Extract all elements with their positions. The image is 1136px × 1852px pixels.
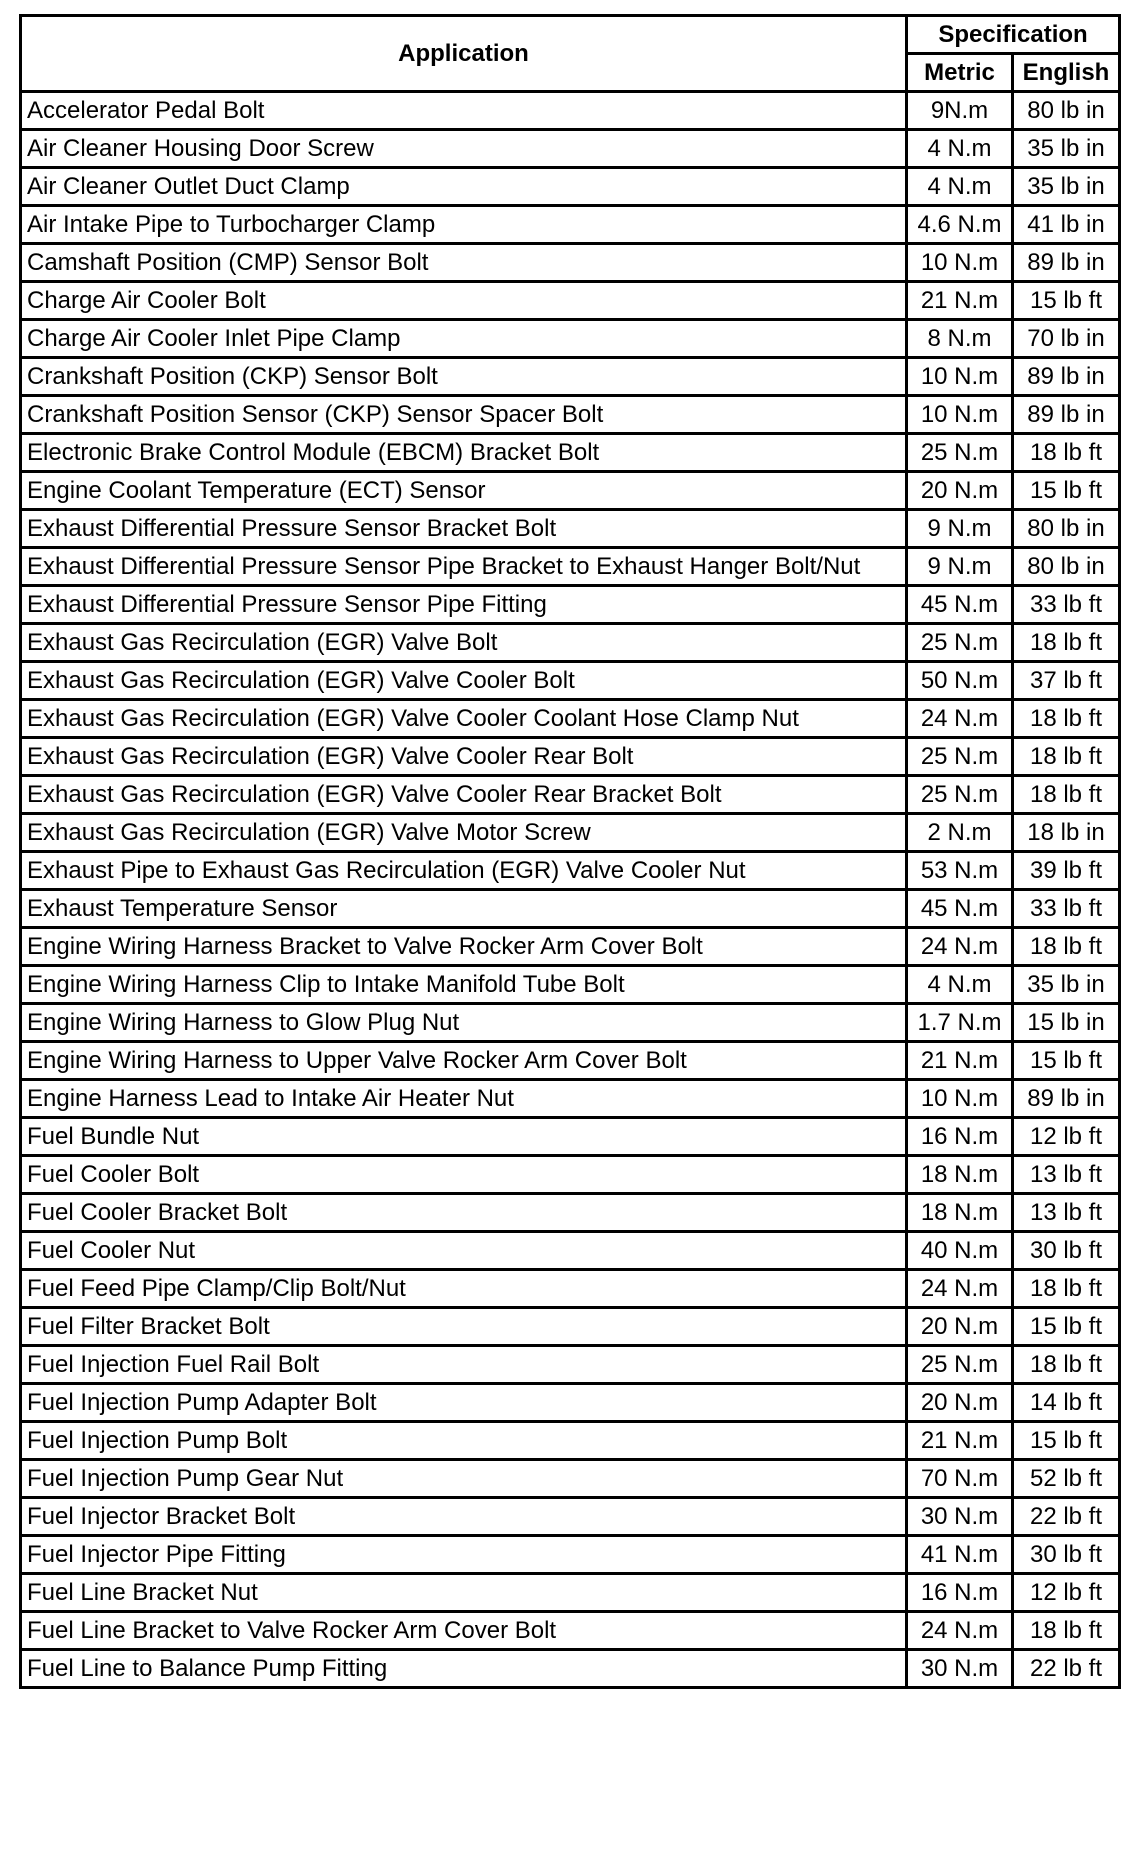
table-row bbox=[21, 320, 1120, 358]
cell-metric: 18 N.m bbox=[907, 1156, 1013, 1194]
table-row bbox=[21, 1384, 1120, 1422]
cell-english: 80 lb in bbox=[1013, 548, 1120, 586]
table-row bbox=[21, 206, 1120, 244]
cell-application: Fuel Cooler Bracket Bolt bbox=[21, 1194, 907, 1232]
column-header-metric: Metric bbox=[907, 54, 1013, 92]
cell-metric: 10 N.m bbox=[907, 396, 1013, 434]
cell-application: Electronic Brake Control Module (EBCM) Bracket Bolt bbox=[21, 434, 907, 472]
table-row bbox=[21, 890, 1120, 928]
cell-metric: 9N.m bbox=[907, 92, 1013, 130]
table-row bbox=[21, 1612, 1120, 1650]
cell-application: Fuel Injection Pump Adapter Bolt bbox=[21, 1384, 907, 1422]
cell-metric: 16 N.m bbox=[907, 1574, 1013, 1612]
table-row bbox=[21, 662, 1120, 700]
table-row bbox=[21, 1042, 1120, 1080]
cell-metric: 41 N.m bbox=[907, 1536, 1013, 1574]
cell-metric: 10 N.m bbox=[907, 358, 1013, 396]
table-row bbox=[21, 1118, 1120, 1156]
cell-application: Fuel Cooler Bolt bbox=[21, 1156, 907, 1194]
cell-english: 89 lb in bbox=[1013, 358, 1120, 396]
cell-metric: 25 N.m bbox=[907, 624, 1013, 662]
cell-english: 41 lb in bbox=[1013, 206, 1120, 244]
cell-application: Fuel Filter Bracket Bolt bbox=[21, 1308, 907, 1346]
cell-application: Exhaust Differential Pressure Sensor Pipe Bracket to Exhaust Hanger Bolt/Nut bbox=[21, 548, 907, 586]
cell-application: Crankshaft Position Sensor (CKP) Sensor Spacer Bolt bbox=[21, 396, 907, 434]
cell-metric: 4 N.m bbox=[907, 966, 1013, 1004]
cell-english: 30 lb ft bbox=[1013, 1536, 1120, 1574]
table-row bbox=[21, 130, 1120, 168]
cell-english: 18 lb ft bbox=[1013, 624, 1120, 662]
table-row bbox=[21, 1080, 1120, 1118]
table-row bbox=[21, 700, 1120, 738]
cell-metric: 2 N.m bbox=[907, 814, 1013, 852]
cell-application: Exhaust Differential Pressure Sensor Pipe Fitting bbox=[21, 586, 907, 624]
table-row bbox=[21, 244, 1120, 282]
cell-english: 18 lb ft bbox=[1013, 1346, 1120, 1384]
cell-metric: 4 N.m bbox=[907, 130, 1013, 168]
cell-metric: 70 N.m bbox=[907, 1460, 1013, 1498]
cell-metric: 50 N.m bbox=[907, 662, 1013, 700]
cell-application: Fuel Bundle Nut bbox=[21, 1118, 907, 1156]
cell-english: 30 lb ft bbox=[1013, 1232, 1120, 1270]
cell-english: 13 lb ft bbox=[1013, 1156, 1120, 1194]
cell-application: Fuel Injection Pump Bolt bbox=[21, 1422, 907, 1460]
table-row bbox=[21, 1194, 1120, 1232]
cell-english: 22 lb ft bbox=[1013, 1650, 1120, 1688]
cell-application: Exhaust Gas Recirculation (EGR) Valve Cooler Coolant Hose Clamp Nut bbox=[21, 700, 907, 738]
cell-english: 18 lb ft bbox=[1013, 700, 1120, 738]
cell-metric: 10 N.m bbox=[907, 1080, 1013, 1118]
cell-application: Exhaust Gas Recirculation (EGR) Valve Bolt bbox=[21, 624, 907, 662]
cell-metric: 20 N.m bbox=[907, 1384, 1013, 1422]
table-row bbox=[21, 1308, 1120, 1346]
table-row bbox=[21, 1460, 1120, 1498]
table-row bbox=[21, 510, 1120, 548]
cell-application: Exhaust Gas Recirculation (EGR) Valve Cooler Rear Bracket Bolt bbox=[21, 776, 907, 814]
table-row bbox=[21, 548, 1120, 586]
torque-spec-table bbox=[19, 14, 1121, 1689]
cell-application: Exhaust Gas Recirculation (EGR) Valve Motor Screw bbox=[21, 814, 907, 852]
cell-english: 18 lb ft bbox=[1013, 434, 1120, 472]
cell-metric: 4.6 N.m bbox=[907, 206, 1013, 244]
table-row bbox=[21, 1498, 1120, 1536]
cell-application: Accelerator Pedal Bolt bbox=[21, 92, 907, 130]
cell-metric: 25 N.m bbox=[907, 1346, 1013, 1384]
table-header bbox=[21, 16, 1120, 92]
cell-english: 18 lb ft bbox=[1013, 776, 1120, 814]
cell-english: 15 lb ft bbox=[1013, 472, 1120, 510]
cell-english: 14 lb ft bbox=[1013, 1384, 1120, 1422]
column-header-specification: Specification bbox=[907, 16, 1120, 54]
cell-metric: 9 N.m bbox=[907, 548, 1013, 586]
cell-english: 18 lb ft bbox=[1013, 1612, 1120, 1650]
table-row bbox=[21, 586, 1120, 624]
cell-application: Engine Wiring Harness to Glow Plug Nut bbox=[21, 1004, 907, 1042]
cell-english: 18 lb ft bbox=[1013, 738, 1120, 776]
cell-application: Fuel Injection Fuel Rail Bolt bbox=[21, 1346, 907, 1384]
table-row bbox=[21, 434, 1120, 472]
cell-english: 12 lb ft bbox=[1013, 1118, 1120, 1156]
table-row bbox=[21, 928, 1120, 966]
table-row bbox=[21, 358, 1120, 396]
cell-metric: 8 N.m bbox=[907, 320, 1013, 358]
cell-metric: 45 N.m bbox=[907, 890, 1013, 928]
cell-application: Air Cleaner Housing Door Screw bbox=[21, 130, 907, 168]
column-header-application: Application bbox=[21, 16, 907, 92]
cell-application: Air Intake Pipe to Turbocharger Clamp bbox=[21, 206, 907, 244]
table-row bbox=[21, 776, 1120, 814]
cell-english: 89 lb in bbox=[1013, 396, 1120, 434]
table-row bbox=[21, 396, 1120, 434]
cell-english: 35 lb in bbox=[1013, 130, 1120, 168]
table-row bbox=[21, 1574, 1120, 1612]
cell-english: 35 lb in bbox=[1013, 168, 1120, 206]
cell-english: 89 lb in bbox=[1013, 244, 1120, 282]
cell-english: 33 lb ft bbox=[1013, 586, 1120, 624]
table-row bbox=[21, 1650, 1120, 1688]
table-row bbox=[21, 472, 1120, 510]
cell-application: Air Cleaner Outlet Duct Clamp bbox=[21, 168, 907, 206]
table-row bbox=[21, 1536, 1120, 1574]
table-row bbox=[21, 168, 1120, 206]
cell-application: Exhaust Gas Recirculation (EGR) Valve Cooler Bolt bbox=[21, 662, 907, 700]
cell-english: 33 lb ft bbox=[1013, 890, 1120, 928]
cell-english: 12 lb ft bbox=[1013, 1574, 1120, 1612]
cell-application: Fuel Cooler Nut bbox=[21, 1232, 907, 1270]
cell-metric: 30 N.m bbox=[907, 1650, 1013, 1688]
cell-english: 15 lb in bbox=[1013, 1004, 1120, 1042]
cell-application: Fuel Line to Balance Pump Fitting bbox=[21, 1650, 907, 1688]
cell-application: Engine Harness Lead to Intake Air Heater Nut bbox=[21, 1080, 907, 1118]
cell-english: 35 lb in bbox=[1013, 966, 1120, 1004]
cell-metric: 1.7 N.m bbox=[907, 1004, 1013, 1042]
cell-application: Crankshaft Position (CKP) Sensor Bolt bbox=[21, 358, 907, 396]
cell-english: 15 lb ft bbox=[1013, 1308, 1120, 1346]
header-row-top bbox=[21, 16, 1120, 54]
cell-metric: 4 N.m bbox=[907, 168, 1013, 206]
cell-english: 37 lb ft bbox=[1013, 662, 1120, 700]
table-row bbox=[21, 1232, 1120, 1270]
cell-english: 80 lb in bbox=[1013, 510, 1120, 548]
cell-application: Exhaust Pipe to Exhaust Gas Recirculation (EGR) Valve Cooler Nut bbox=[21, 852, 907, 890]
cell-english: 80 lb in bbox=[1013, 92, 1120, 130]
cell-application: Engine Coolant Temperature (ECT) Sensor bbox=[21, 472, 907, 510]
cell-metric: 24 N.m bbox=[907, 700, 1013, 738]
cell-english: 22 lb ft bbox=[1013, 1498, 1120, 1536]
cell-metric: 16 N.m bbox=[907, 1118, 1013, 1156]
cell-metric: 18 N.m bbox=[907, 1194, 1013, 1232]
cell-metric: 45 N.m bbox=[907, 586, 1013, 624]
cell-metric: 25 N.m bbox=[907, 738, 1013, 776]
cell-metric: 20 N.m bbox=[907, 1308, 1013, 1346]
cell-metric: 24 N.m bbox=[907, 928, 1013, 966]
cell-metric: 21 N.m bbox=[907, 1422, 1013, 1460]
cell-english: 15 lb ft bbox=[1013, 1422, 1120, 1460]
cell-english: 70 lb in bbox=[1013, 320, 1120, 358]
cell-metric: 30 N.m bbox=[907, 1498, 1013, 1536]
cell-english: 39 lb ft bbox=[1013, 852, 1120, 890]
table-row bbox=[21, 1004, 1120, 1042]
table-row bbox=[21, 1346, 1120, 1384]
table-row bbox=[21, 624, 1120, 662]
cell-metric: 25 N.m bbox=[907, 776, 1013, 814]
cell-application: Charge Air Cooler Bolt bbox=[21, 282, 907, 320]
table-row bbox=[21, 92, 1120, 130]
cell-metric: 24 N.m bbox=[907, 1612, 1013, 1650]
table-row bbox=[21, 738, 1120, 776]
cell-application: Fuel Injector Bracket Bolt bbox=[21, 1498, 907, 1536]
table-row bbox=[21, 1156, 1120, 1194]
cell-application: Fuel Line Bracket to Valve Rocker Arm Cover Bolt bbox=[21, 1612, 907, 1650]
cell-metric: 40 N.m bbox=[907, 1232, 1013, 1270]
cell-application: Fuel Line Bracket Nut bbox=[21, 1574, 907, 1612]
column-header-english: English bbox=[1013, 54, 1120, 92]
cell-application: Camshaft Position (CMP) Sensor Bolt bbox=[21, 244, 907, 282]
cell-application: Fuel Injection Pump Gear Nut bbox=[21, 1460, 907, 1498]
cell-application: Charge Air Cooler Inlet Pipe Clamp bbox=[21, 320, 907, 358]
cell-application: Fuel Injector Pipe Fitting bbox=[21, 1536, 907, 1574]
cell-application: Engine Wiring Harness to Upper Valve Rocker Arm Cover Bolt bbox=[21, 1042, 907, 1080]
cell-english: 89 lb in bbox=[1013, 1080, 1120, 1118]
table-row bbox=[21, 1270, 1120, 1308]
cell-application: Engine Wiring Harness Clip to Intake Manifold Tube Bolt bbox=[21, 966, 907, 1004]
table-row bbox=[21, 814, 1120, 852]
cell-english: 52 lb ft bbox=[1013, 1460, 1120, 1498]
cell-application: Exhaust Differential Pressure Sensor Bracket Bolt bbox=[21, 510, 907, 548]
cell-metric: 21 N.m bbox=[907, 1042, 1013, 1080]
cell-metric: 25 N.m bbox=[907, 434, 1013, 472]
cell-english: 18 lb ft bbox=[1013, 1270, 1120, 1308]
table-body bbox=[21, 92, 1120, 1688]
cell-application: Fuel Feed Pipe Clamp/Clip Bolt/Nut bbox=[21, 1270, 907, 1308]
table-row bbox=[21, 966, 1120, 1004]
cell-metric: 9 N.m bbox=[907, 510, 1013, 548]
cell-english: 18 lb ft bbox=[1013, 928, 1120, 966]
cell-metric: 10 N.m bbox=[907, 244, 1013, 282]
cell-application: Exhaust Temperature Sensor bbox=[21, 890, 907, 928]
cell-english: 15 lb ft bbox=[1013, 1042, 1120, 1080]
cell-english: 18 lb in bbox=[1013, 814, 1120, 852]
cell-metric: 53 N.m bbox=[907, 852, 1013, 890]
table-row bbox=[21, 282, 1120, 320]
cell-metric: 21 N.m bbox=[907, 282, 1013, 320]
cell-english: 15 lb ft bbox=[1013, 282, 1120, 320]
cell-metric: 20 N.m bbox=[907, 472, 1013, 510]
cell-application: Exhaust Gas Recirculation (EGR) Valve Cooler Rear Bolt bbox=[21, 738, 907, 776]
cell-english: 13 lb ft bbox=[1013, 1194, 1120, 1232]
table-row bbox=[21, 1422, 1120, 1460]
cell-metric: 24 N.m bbox=[907, 1270, 1013, 1308]
cell-application: Engine Wiring Harness Bracket to Valve Rocker Arm Cover Bolt bbox=[21, 928, 907, 966]
table-row bbox=[21, 852, 1120, 890]
